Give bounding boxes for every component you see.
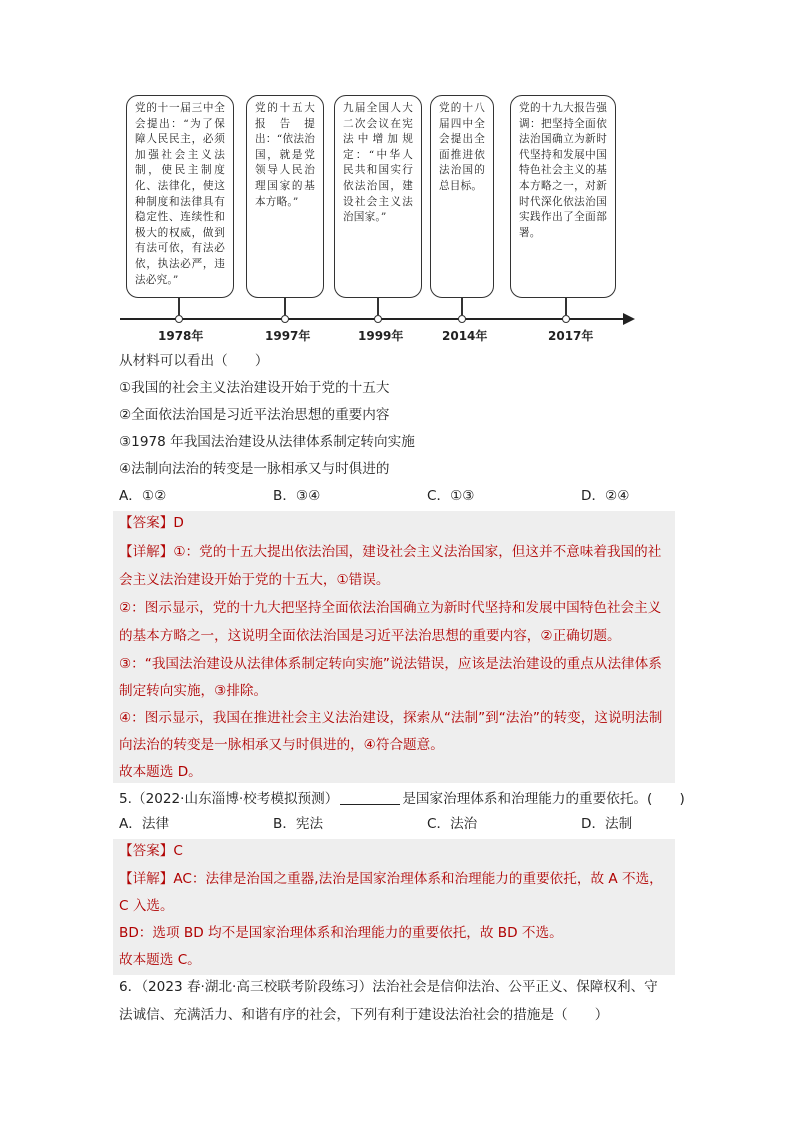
option-c: C．①③: [427, 488, 475, 504]
question-5-source: 5.（2022·山东淄博·校考模拟预测）: [119, 791, 339, 807]
option-d: D．②④: [581, 488, 630, 504]
explain-label: 【详解】: [119, 871, 174, 887]
event-bubble-2017: 党的十九大报告强调：把坚持全面依法治国确立为新时代坚持和发展中国特色社会主义的基本方略之一，对新时代深化依法治国实践作出了全面部署。: [510, 95, 616, 298]
statement-3: ③1978 年我国法治建设从法律体系制定转向实施: [119, 434, 415, 450]
timeline-dot-1999: [374, 315, 382, 323]
statement-4: ④法制向法治的转变是一脉相承又与时俱进的: [119, 461, 390, 477]
explanation-line: 向法治的转变是一脉相承又与时俱进的，④符合题意。: [119, 737, 444, 753]
explanation-line: BD：选项 BD 均不是国家治理体系和治理能力的重要依托，故 BD 不选。: [119, 925, 563, 941]
question-6-line: 6．（2023 春·湖北·高三校联考阶段练习）法治社会是信仰法治、公平正义、保障权利、守: [119, 979, 658, 995]
timeline-dot-1997: [281, 315, 289, 323]
answer-label: 【答案】: [119, 843, 174, 859]
explanation-text: AC：法律是治国之重器,法治是国家治理体系和治理能力的重要依托，故 A 不选，: [173, 871, 663, 887]
answer-line: [119, 511, 184, 535]
explanation-line: 故本题选 C。: [119, 952, 201, 968]
explanation-line: [119, 540, 661, 564]
event-bubble-1997: 党的十五大报告提出：“依法治国，就是党领导人民治理国家的基本方略。”: [246, 95, 324, 298]
timeline-dot-2014: [458, 315, 466, 323]
explanation-line: 制定转向实施，③排除。: [119, 683, 268, 699]
year-label: 2014年: [442, 329, 488, 343]
year-label: 2017年: [548, 329, 594, 343]
answer-line: [119, 839, 183, 863]
explanation-line: [119, 867, 663, 891]
explanation-line: 故本题选 D。: [119, 764, 202, 780]
stem-1999: [377, 298, 379, 315]
event-bubble-1999: 九届全国人大二次会议在宪法中增加规定：“中华人民共和国实行依法治国，建设社会主义法治国家。”: [334, 95, 422, 298]
explanation-line: 的基本方略之一，这说明全面依法治国是习近平法治思想的重要内容，②正确切题。: [119, 628, 621, 644]
event-bubble-1978: 党的十一届三中全会提出：“为了保障人民民主，必须加强社会主义法制，使民主制度化、法律化，使这种制度和法律具有稳定性、连续性和极大的权威，做到有法可依，有法必依，执法必严，违法必究。”: [126, 95, 234, 298]
q5-option-b: B．宪法: [273, 816, 324, 832]
option-a: A．①②: [119, 488, 167, 504]
q5-option-d: D．法制: [581, 816, 633, 832]
option-b: B．③④: [273, 488, 321, 504]
timeline-dot-1978: [175, 315, 183, 323]
stem-2014: [461, 298, 463, 315]
statement-2: ②全面依法治国是习近平法治思想的重要内容: [119, 407, 390, 423]
question-5-text: 是国家治理体系和治理能力的重要依托。( ): [402, 791, 685, 807]
year-label: 1978年: [158, 329, 204, 343]
explanation-line: 会主义法治建设开始于党的十五大，①错误。: [119, 572, 390, 588]
answer-value: C: [173, 843, 183, 859]
explanation-line: ④：图示显示，我国在推进社会主义法治建设，探索从“法制”到“法治”的转变，这说明法制: [119, 710, 663, 726]
explanation-line: ②：图示显示，党的十九大把坚持全面依法治国确立为新时代坚持和发展中国特色社会主义: [119, 600, 662, 616]
q5-option-a: A．法律: [119, 816, 170, 832]
stem-1978: [178, 298, 180, 315]
stem-2017: [565, 298, 567, 315]
explanation-line: C 入选。: [119, 898, 174, 914]
year-label: 1999年: [358, 329, 404, 343]
explanation-line: ③：“我国法治建设从法律体系制定转向实施”说法错误，应该是法治建设的重点从法律体系: [119, 656, 662, 672]
timeline-dot-2017: [562, 315, 570, 323]
explain-label: 【详解】: [119, 544, 174, 560]
question-5-stem: [119, 787, 685, 811]
timeline-axis: [120, 318, 625, 320]
answer-label: 【答案】: [119, 515, 174, 531]
fill-blank: [340, 790, 400, 805]
question-stem: 从材料可以看出（ ）: [119, 353, 269, 369]
explanation-text: ①：党的十五大提出依法治国，建设社会主义法治国家，但这并不意味着我国的社: [173, 544, 662, 560]
question-6-line: 法诚信、充满活力、和谐有序的社会，下列有利于建设法治社会的措施是（ ）: [119, 1007, 609, 1023]
timeline-diagram: [0, 0, 793, 350]
year-label: 1997年: [265, 329, 311, 343]
q5-option-c: C．法治: [427, 816, 478, 832]
statement-1: ①我国的社会主义法治建设开始于党的十五大: [119, 380, 390, 396]
axis-arrow-icon: [623, 313, 635, 325]
answer-value: D: [173, 515, 184, 531]
stem-1997: [284, 298, 286, 315]
event-bubble-2014: 党的十八届四中全会提出全面推进依法治国的总目标。: [430, 95, 494, 298]
